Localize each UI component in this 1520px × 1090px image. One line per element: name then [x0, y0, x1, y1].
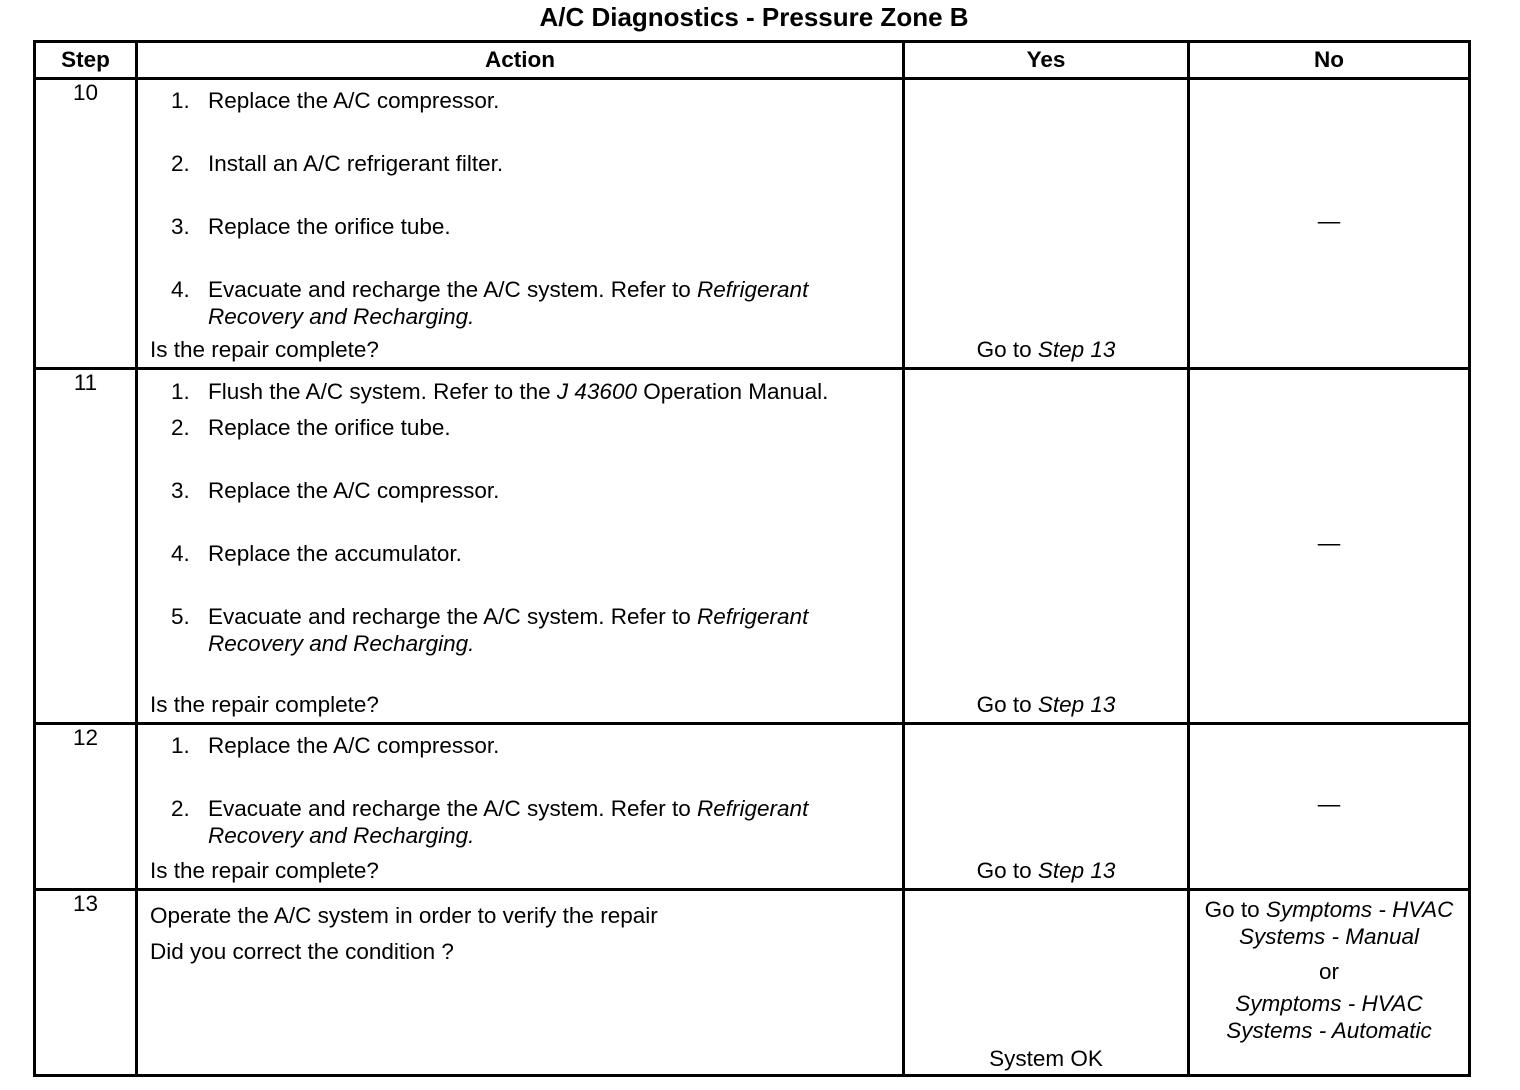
goto-prefix: Go to	[976, 337, 1038, 362]
goto-step-link[interactable]: Step 13	[1037, 858, 1116, 883]
action-item-number: 1.	[171, 733, 190, 758]
action-item-text: Evacuate and recharge the A/C system. Refer to	[208, 604, 698, 629]
question-text: Is the repair complete?	[150, 858, 379, 883]
question-text: Is the repair complete?	[150, 337, 379, 362]
action-item-number: 4.	[171, 541, 190, 566]
yes-cell	[904, 79, 1189, 369]
yes-cell	[904, 724, 1189, 890]
action-item	[138, 603, 902, 657]
action-item-number: 2.	[171, 151, 190, 176]
action-item-text: Replace the orifice tube.	[208, 415, 451, 440]
action-item-number: 4.	[171, 277, 190, 302]
action-item-number: 5.	[171, 604, 190, 629]
action-item-number: 3.	[171, 478, 190, 503]
goto-step-link[interactable]: Step 13	[1037, 337, 1116, 362]
no-cell	[1189, 79, 1470, 369]
tool-reference: J 43600	[556, 379, 637, 404]
table-row-step-11	[35, 369, 1470, 724]
reference-link[interactable]: Refrigerant Recovery and Recharging.	[208, 277, 809, 329]
action-item-text: Replace the orifice tube.	[208, 214, 451, 239]
action-list	[138, 725, 902, 849]
operate-instruction: Operate the A/C system in order to verify the repair	[150, 903, 658, 928]
action-item-text: Replace the A/C compressor.	[208, 478, 500, 503]
goto-prefix: Go to	[1204, 897, 1266, 922]
system-ok-text: System OK	[989, 1046, 1103, 1071]
action-list	[138, 370, 902, 657]
action-cell	[137, 79, 904, 369]
action-item	[138, 540, 902, 567]
step-number: 12	[35, 724, 137, 890]
table-row-step-12	[35, 724, 1470, 890]
header-yes: Yes	[904, 42, 1189, 79]
action-item	[138, 213, 902, 240]
reference-link[interactable]: Refrigerant Recovery and Recharging.	[208, 796, 809, 848]
operate-instruction-block	[138, 891, 902, 970]
diagnostic-table	[33, 40, 1471, 1077]
step-number: 10	[35, 79, 137, 369]
yes-goto	[905, 691, 1187, 718]
goto-prefix: Go to	[976, 692, 1038, 717]
action-item-text: Flush the A/C system. Refer to the	[208, 379, 557, 404]
table-row-step-13	[35, 890, 1470, 1076]
action-item-number: 3.	[171, 214, 190, 239]
yes-goto	[905, 857, 1187, 884]
yes-cell	[904, 369, 1189, 724]
action-item-number: 2.	[171, 415, 190, 440]
no-dash: —	[1317, 790, 1341, 816]
action-cell	[137, 369, 904, 724]
yes-cell	[904, 890, 1189, 1076]
step-number: 13	[35, 890, 137, 1076]
action-item	[138, 276, 902, 330]
table-row-step-10	[35, 79, 1470, 369]
action-item-number: 1.	[171, 379, 190, 404]
question-text: Did you correct the condition ?	[150, 939, 454, 964]
symptoms-manual-link[interactable]: Symptoms - HVAC Systems - Manual	[1238, 897, 1454, 949]
no-dash: —	[1317, 530, 1341, 556]
action-item-suffix: Operation Manual.	[636, 379, 829, 404]
goto-prefix: Go to	[976, 858, 1038, 883]
step-number: 11	[35, 369, 137, 724]
goto-step-link[interactable]: Step 13	[1037, 692, 1116, 717]
action-item	[138, 732, 902, 759]
action-item-text: Evacuate and recharge the A/C system. Refer to	[208, 277, 698, 302]
no-cell	[1189, 369, 1470, 724]
action-item-text: Install an A/C refrigerant filter.	[208, 151, 504, 176]
or-text: or	[1318, 959, 1339, 984]
action-list	[138, 80, 902, 330]
action-item	[138, 150, 902, 177]
action-item	[138, 414, 902, 441]
page-title: A/C Diagnostics - Pressure Zone B	[539, 2, 969, 32]
action-item	[138, 87, 902, 114]
header-no: No	[1189, 42, 1470, 79]
action-item	[138, 477, 902, 504]
no-cell	[1189, 724, 1470, 890]
yes-goto	[905, 336, 1187, 363]
action-item-number: 2.	[171, 796, 190, 821]
header-row	[35, 42, 1470, 79]
action-cell	[137, 724, 904, 890]
action-item-text: Replace the A/C compressor.	[208, 733, 500, 758]
action-item	[138, 795, 902, 849]
action-item-text: Replace the A/C compressor.	[208, 88, 500, 113]
header-action: Action	[137, 42, 904, 79]
action-item-number: 1.	[171, 88, 190, 113]
reference-link[interactable]: Refrigerant Recovery and Recharging.	[208, 604, 809, 656]
action-cell	[137, 890, 904, 1076]
symptoms-automatic-link[interactable]: Symptoms - HVAC Systems - Automatic	[1226, 991, 1432, 1043]
header-step: Step	[35, 42, 137, 79]
no-options	[1190, 891, 1468, 1044]
question-text: Is the repair complete?	[150, 692, 379, 717]
action-item	[138, 378, 902, 405]
action-item-text: Replace the accumulator.	[208, 541, 462, 566]
action-item-text: Evacuate and recharge the A/C system. Refer to	[208, 796, 698, 821]
no-dash: —	[1317, 207, 1341, 233]
no-cell	[1189, 890, 1470, 1076]
